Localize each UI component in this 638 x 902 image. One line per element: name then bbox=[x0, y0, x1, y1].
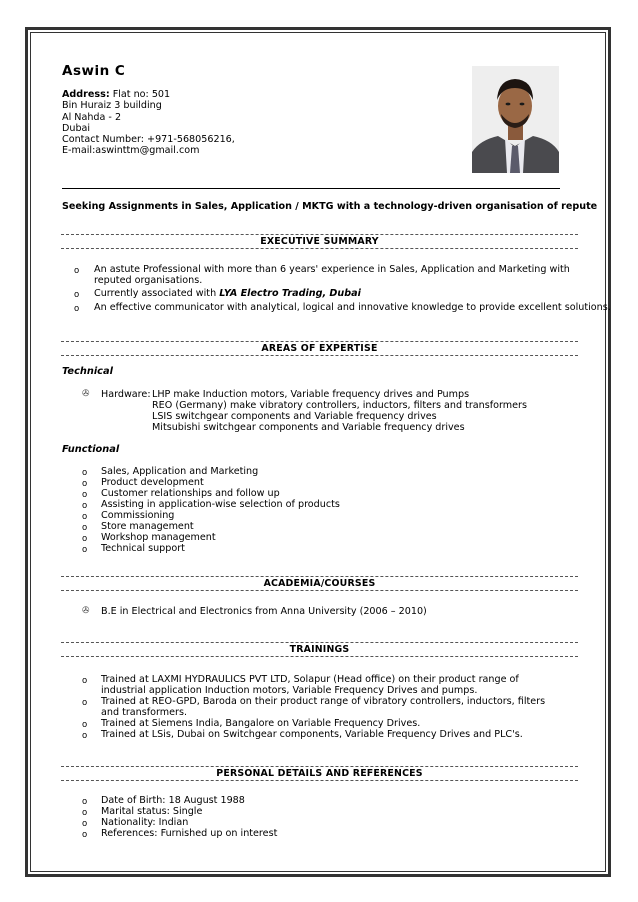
bullet-icon: o bbox=[82, 720, 88, 730]
contact-number: Contact Number: +971-568056216, bbox=[62, 134, 235, 146]
bullet-icon: o bbox=[82, 797, 88, 807]
section-academia: ACADEMIA/COURSES bbox=[61, 576, 578, 591]
functional-item: Technical support bbox=[101, 543, 185, 554]
objective: Seeking Assignments in Sales, Application / MKTG with a technology-driven organisation of repute bbox=[62, 201, 598, 212]
bullet-icon: o bbox=[82, 512, 88, 522]
bullet-icon: o bbox=[82, 731, 88, 741]
bullet-icon: o bbox=[82, 501, 88, 511]
summary-item-2-prefix: Currently associated with bbox=[94, 288, 220, 299]
bullet-icon: o bbox=[82, 523, 88, 533]
technical-heading: Technical bbox=[62, 366, 113, 377]
arrow-bullet-icon: ✇ bbox=[82, 389, 90, 399]
personal-item: Date of Birth: 18 August 1988 bbox=[101, 795, 245, 806]
summary-item-1: An astute Professional with more than 6 years' experience in Sales, Application and Marketing with reputed organisations. bbox=[94, 264, 570, 287]
arrow-bullet-icon: ✇ bbox=[82, 606, 90, 616]
bullet-icon: o bbox=[82, 479, 88, 489]
training-item: Trained at LAXMI HYDRAULICS PVT LTD, Solapur (Head office) on their product range of industrial application Induction motors, Variable Frequency Drives and pumps. bbox=[101, 674, 519, 697]
functional-item: Commissioning bbox=[101, 510, 175, 521]
personal-item: Nationality: Indian bbox=[101, 817, 189, 828]
section-executive-summary: EXECUTIVE SUMMARY bbox=[61, 234, 578, 249]
section-trainings: TRAININGS bbox=[61, 642, 578, 657]
current-company: LYA Electro Trading, Dubai bbox=[219, 288, 361, 299]
bullet-icon: o bbox=[82, 468, 88, 478]
profile-photo-image bbox=[472, 66, 559, 173]
functional-item: Workshop management bbox=[101, 532, 216, 543]
summary-item-3: An effective communicator with analytical, logical and innovative knowledge to provide excellent solutions. bbox=[94, 302, 611, 313]
functional-item: Store management bbox=[101, 521, 194, 532]
bullet-icon: o bbox=[82, 534, 88, 544]
bullet-icon: o bbox=[74, 266, 80, 276]
bullet-icon: o bbox=[82, 490, 88, 500]
functional-heading: Functional bbox=[62, 444, 120, 455]
email: E-mail:aswinttm@gmail.com bbox=[62, 145, 200, 157]
bullet-icon: o bbox=[82, 676, 88, 686]
address-line-3: Al Nahda - 2 bbox=[62, 111, 122, 123]
address-line-2: Bin Huraiz 3 building bbox=[62, 100, 162, 112]
bullet-icon: o bbox=[82, 830, 88, 840]
functional-item: Customer relationships and follow up bbox=[101, 488, 280, 499]
training-item: Trained at REO-GPD, Baroda on their product range of vibratory controllers, inductors, filters and transformers. bbox=[101, 696, 546, 719]
training-item: Trained at Siemens India, Bangalore on Variable Frequency Drives. bbox=[101, 718, 421, 729]
candidate-name: Aswin C bbox=[62, 63, 126, 79]
hardware-line-4: Mitsubishi switchgear components and Variable frequency drives bbox=[152, 422, 465, 433]
header-divider bbox=[62, 188, 560, 189]
summary-item-2 bbox=[94, 288, 361, 299]
bullet-icon: o bbox=[82, 808, 88, 818]
profile-photo bbox=[472, 66, 559, 173]
hardware-line-2: REO (Germany) make vibratory controllers, inductors, filters and transformers bbox=[152, 400, 527, 411]
address-label: Address: bbox=[62, 89, 110, 100]
hardware-line-3: LSIS switchgear components and Variable frequency drives bbox=[152, 411, 437, 422]
bullet-icon: o bbox=[82, 545, 88, 555]
functional-item: Product development bbox=[101, 477, 204, 488]
contact-block bbox=[62, 89, 235, 157]
address-line-1: Flat no: 501 bbox=[112, 89, 171, 100]
bullet-icon: o bbox=[82, 698, 88, 708]
hardware-line-1: LHP make Induction motors, Variable frequency drives and Pumps bbox=[152, 389, 470, 400]
functional-item: Assisting in application-wise selection of products bbox=[101, 499, 340, 510]
address-line-4: Dubai bbox=[62, 122, 91, 134]
academia-item: B.E in Electrical and Electronics from Anna University (2006 – 2010) bbox=[101, 606, 427, 617]
personal-item: Marital status: Single bbox=[101, 806, 203, 817]
personal-item: References: Furnished up on interest bbox=[101, 828, 278, 839]
section-areas-of-expertise: AREAS OF EXPERTISE bbox=[61, 341, 578, 356]
bullet-icon: o bbox=[82, 819, 88, 829]
bullet-icon: o bbox=[74, 290, 80, 300]
hardware-label: Hardware: bbox=[101, 389, 151, 400]
functional-item: Sales, Application and Marketing bbox=[101, 466, 259, 477]
bullet-icon: o bbox=[74, 304, 80, 314]
section-personal-details: PERSONAL DETAILS AND REFERENCES bbox=[61, 766, 578, 781]
training-item: Trained at LSis, Dubai on Switchgear components, Variable Frequency Drives and PLC's. bbox=[101, 729, 523, 740]
